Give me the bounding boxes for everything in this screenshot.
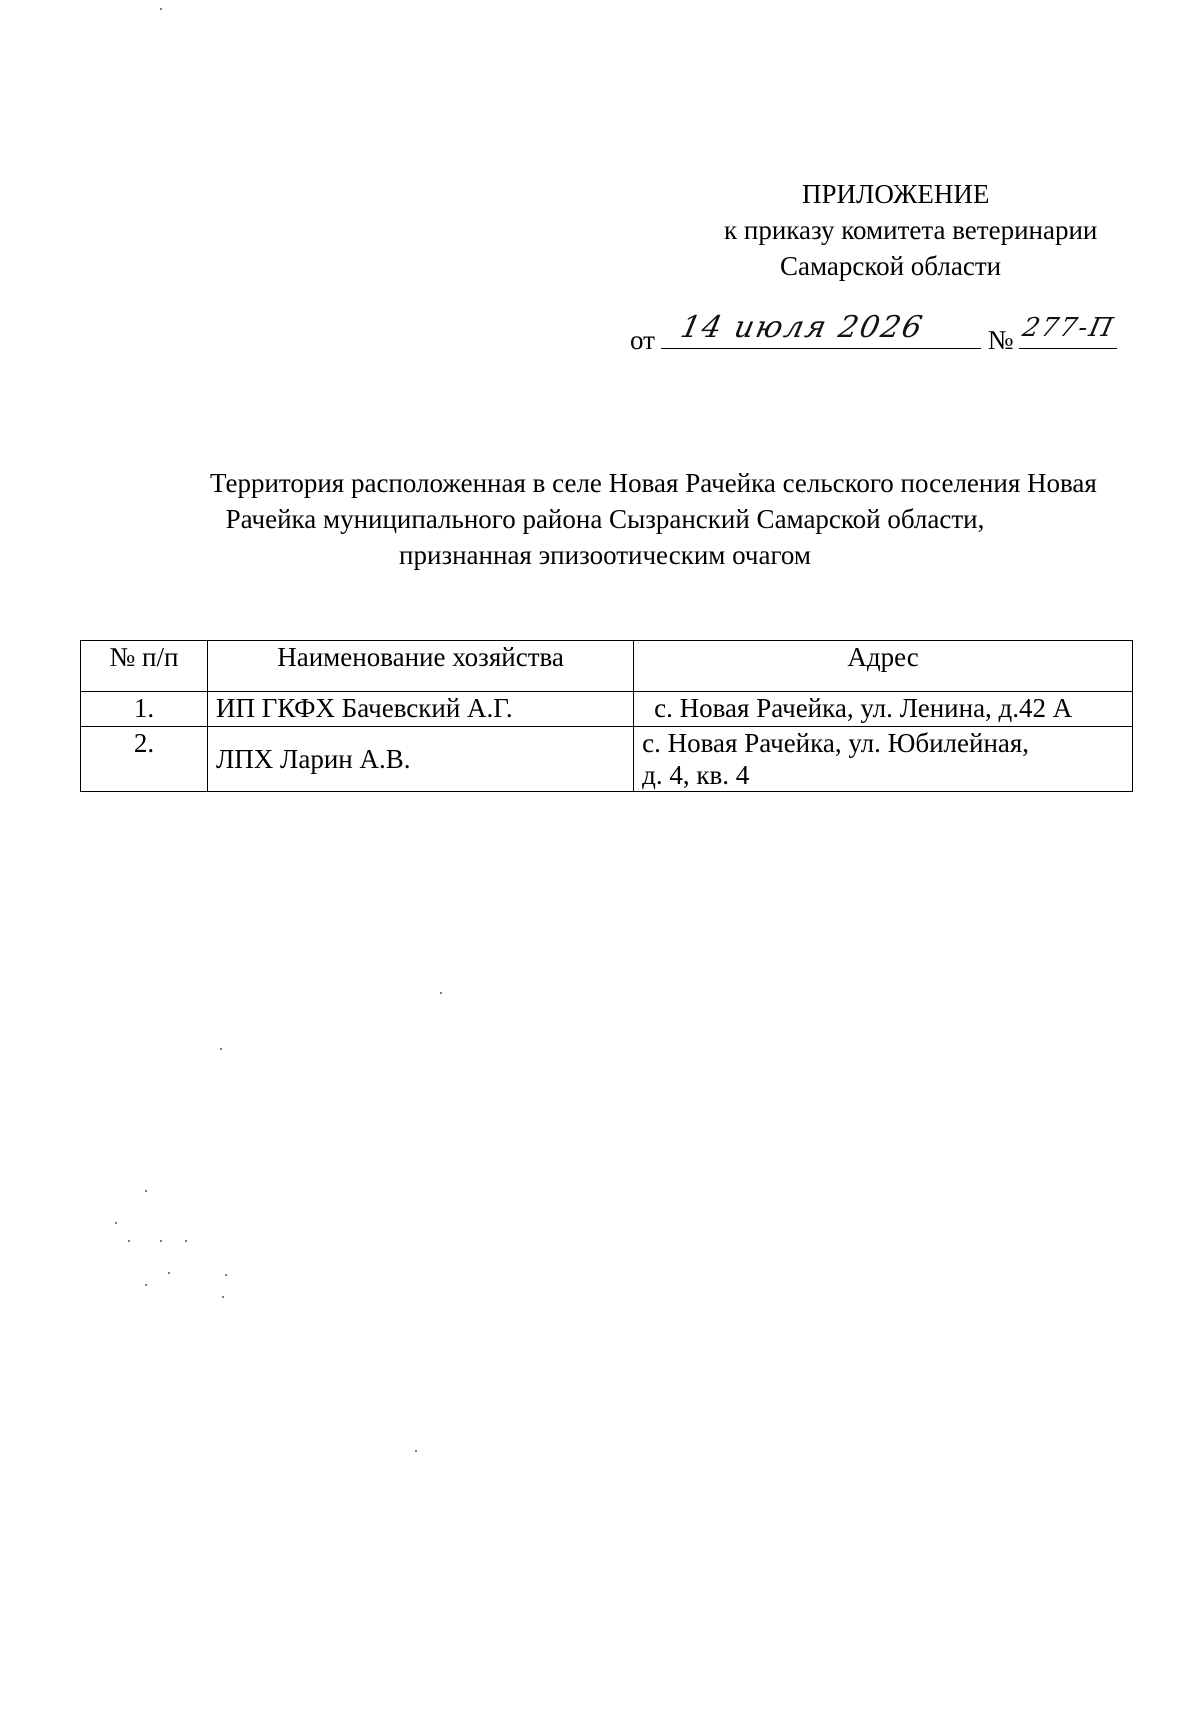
farm-name: ИП ГКФХ Бачевский А.Г. <box>207 692 633 727</box>
address-line-1: с. Новая Рачейка, ул. Юбилейная, <box>642 728 1030 758</box>
row-number: 2. <box>81 727 208 792</box>
handwritten-date: 14 июля 2026 <box>677 310 928 345</box>
scan-speck <box>160 8 162 10</box>
header-number: № п/п <box>81 641 208 692</box>
scan-speck <box>222 1296 224 1298</box>
table-row <box>81 727 1133 792</box>
scan-speck <box>168 1272 170 1274</box>
scan-speck <box>145 1284 147 1286</box>
scan-speck <box>440 992 442 994</box>
title-line-2: Рачейка муниципального района Сызранский Самарской области, <box>225 504 985 534</box>
header-farm-name: Наименование хозяйства <box>207 641 633 692</box>
appendix-header <box>600 176 1130 284</box>
address-text: с. Новая Рачейка, ул. Ленина, д.42 А <box>654 693 1073 723</box>
table-row <box>81 692 1133 727</box>
number-label: № <box>987 325 1014 355</box>
farm-address <box>634 692 1133 727</box>
address-line-2: д. 4, кв. 4 <box>642 760 750 790</box>
table-header-row <box>81 641 1133 692</box>
scan-speck <box>220 1048 222 1050</box>
date-blank <box>661 310 981 349</box>
scan-speck <box>185 1240 187 1242</box>
date-prefix: от <box>630 325 655 355</box>
scan-speck <box>115 1222 117 1224</box>
header-address: Адрес <box>634 641 1133 692</box>
title-line-1: Территория расположенная в селе Новая Рачейка сельского поселения Новая <box>210 468 1097 498</box>
scan-speck <box>145 1190 147 1192</box>
scan-speck <box>128 1240 130 1242</box>
scan-speck <box>160 1240 162 1242</box>
scan-speck <box>415 1450 417 1452</box>
title-line-3: признанная эпизоотическим очагом <box>399 540 811 570</box>
handwritten-number: 277-П <box>1020 313 1118 343</box>
order-date-line <box>630 310 1118 358</box>
farm-name: ЛПХ Ларин А.В. <box>207 727 633 792</box>
scan-speck <box>225 1274 227 1276</box>
farm-address <box>634 727 1133 792</box>
appendix-title: ПРИЛОЖЕНИЕ <box>802 179 990 209</box>
appendix-subtitle: к приказу комитета ветеринарии <box>724 215 1098 245</box>
row-number: 1. <box>81 692 208 727</box>
document-title <box>80 465 1130 573</box>
appendix-region: Самарской области <box>780 251 1002 281</box>
number-blank <box>1019 313 1118 349</box>
focus-territory-table <box>80 640 1133 792</box>
